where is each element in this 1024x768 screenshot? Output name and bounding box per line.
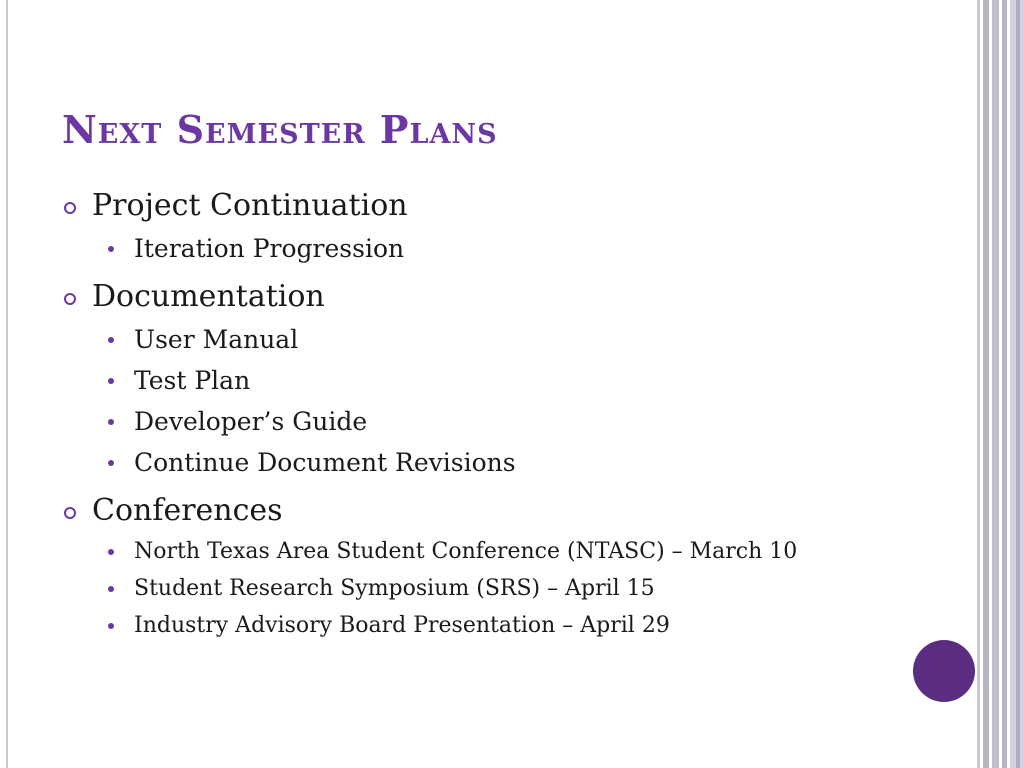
ring-bullet-icon [64,507,76,519]
dot-bullet-icon [108,549,114,555]
bullet-heading: Conferences [92,493,283,528]
bullet-project-continuation [64,186,944,226]
sub-bullet-text: Industry Advisory Board Presentation – April 29 [134,613,670,638]
dot-bullet-icon [108,337,114,343]
slide-title: Next Semester Plans [62,107,498,152]
sub-bullet-list [64,533,944,644]
dot-bullet-icon [108,460,114,466]
bullet-conferences [64,491,944,531]
decorative-stripe [977,0,980,768]
sub-bullet-list [64,319,944,483]
sub-bullet-text: Developer’s Guide [134,407,368,436]
sub-bullet-item [64,319,944,360]
sub-bullet-text: User Manual [134,325,299,354]
left-border-line [6,0,8,768]
bullet-content [64,186,944,652]
dot-bullet-icon [108,623,114,629]
dot-bullet-icon [108,246,114,252]
ring-bullet-icon [64,202,76,214]
sub-bullet-text: Continue Document Revisions [134,448,516,477]
decorative-stripe [983,0,989,768]
sub-bullet-item [64,607,944,644]
decorative-stripe [992,0,999,768]
dot-bullet-icon [108,419,114,425]
sub-bullet-text: Iteration Progression [134,234,405,263]
bullet-heading: Project Continuation [92,188,408,223]
sub-bullet-text: North Texas Area Student Conference (NTASC) – March 10 [134,539,798,564]
dot-bullet-icon [108,378,114,384]
sub-bullet-text: Test Plan [134,366,251,395]
dot-bullet-icon [108,586,114,592]
sub-bullet-item [64,360,944,401]
sub-bullet-item [64,533,944,570]
ring-bullet-icon [64,293,76,305]
decorative-stripe [1016,0,1020,768]
decorative-stripe [1002,0,1007,768]
sub-bullet-item [64,401,944,442]
bullet-documentation [64,277,944,317]
sub-bullet-item [64,442,944,483]
sub-bullet-list [64,228,944,269]
bullet-heading: Documentation [92,279,325,314]
sub-bullet-item [64,228,944,269]
sub-bullet-text: Student Research Symposium (SRS) – April 15 [134,576,655,601]
sub-bullet-item [64,570,944,607]
